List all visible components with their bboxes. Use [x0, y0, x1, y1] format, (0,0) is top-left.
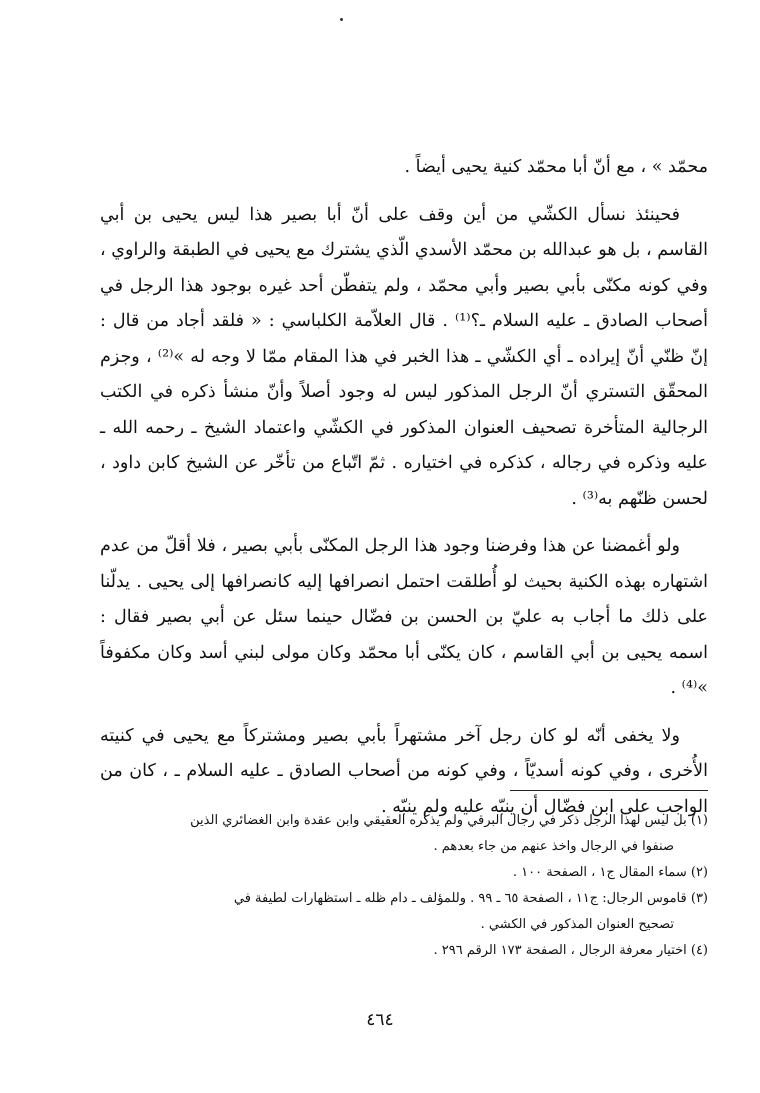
footnote-text: قاموس الرجال: ج١١ ، الصفحة ٦٥ ـ ٩٩ . وللمؤلف ـ دام ظله ـ استظهارات لطيفة في [233, 891, 687, 906]
paragraph-3: ولو أغمضنا عن هذا وفرضنا وجود هذا الرجل المكنّى بأبي بصير ، فلا أقلّ من عدم اشتهاره بهذه الكنية بحيث لو أُطلقت احتمل انصرافها إليه كانصرافها إلى يحيى . يدلّنا على ذلك ما أجاب به عليّ بن الحسن بن فضّال حينما سئل عن أبي بصير فقال : اسمه يحيى بن أبي القاسم ، كان يكنّى أبا محمّد وكان مولى لبني أسد وكان مكفوفاً »⁽⁴⁾ . [100, 536, 708, 698]
top-dot-mark [340, 18, 343, 21]
footnote-3 [100, 886, 708, 938]
paragraph-1: محمّد » ، مع أنّ أبا محمّد كنية يحيى أيضاً . [404, 157, 708, 177]
footnote-continuation: صنفوا في الرجال واخذ عنهم من جاء بعدهم . [433, 839, 674, 854]
footnote-text: سماء المقال ج١ ، الصفحة ١٠٠ . [512, 865, 687, 880]
footnote-1 [100, 808, 708, 860]
footnote-marker: (٤) [690, 943, 708, 958]
footnote-marker: (٢) [690, 865, 708, 880]
footnote-marker: (٣) [690, 891, 708, 906]
page-number: ٤٦٤ [366, 1010, 394, 1030]
footnote-4 [100, 938, 708, 964]
paragraph-2: فحينئذ نسأل الكشّي من أين وقف على أنّ أبا بصير هذا ليس يحيى بن أبي القاسم ، بل هو عبدالله بن محمّد الأسدي الّذي يشترك مع يحيى في الطبقة والراوي ، وفي كونه مكنّى بأبي بصير وأبي محمّد ، ولم يتفطّن أحد غيره بوجود هذا الرجل في أصحاب الصادق ـ عليه السلام ـ؟⁽¹⁾ . قال العلاّمة الكلباسي : « فلقد أجاد من قال : إنّ ظنّي أنّ إيراده ـ أي الكشّي ـ هذا الخبر في هذا المقام ممّا لا وجه له »⁽²⁾ ، وجزم المحقّق التستري أنّ الرجل المذكور ليس له وجود أصلاً وأنّ منشأ ذكره في الكتب الرجالية المتأخرة تصحيف العنوان المذكور في الكشّي واعتماد الشيخ ـ رحمه الله ـ عليه وذكره في رجاله ، كذكره في اختياره . ثمّ اتّباع من تأخّر عن الشيخ كابن داود ، لحسن ظنّهم به⁽³⁾ . [100, 204, 708, 509]
footnote-marker: (١) [690, 813, 708, 828]
footnote-text: بل ليس لهذا الرجل ذكر في رجال البرقي ولم يذكره العقيقي وابن عقدة وابن الغضائري الذين [190, 813, 687, 828]
main-text [100, 150, 708, 837]
footnotes [100, 808, 708, 964]
paragraph-4: ولا يخفى أنّه لو كان رجل آخر مشتهراً بأبي بصير ومشتركاً مع يحيى في كنيته الأُخرى ، وفي كونه أسديّاً ، وفي كونه من أصحاب الصادق ـ عليه السلام ـ ، كان من الواجب على ابن فضّال أن ينبّه عليه ولم ينبّه . [100, 725, 708, 817]
footnote-2 [100, 860, 708, 886]
footnote-continuation: تصحيح العنوان المذكور في الكشي . [480, 917, 674, 932]
footnote-divider [510, 790, 708, 791]
footnote-text: اختيار معرفة الرجال ، الصفحة ١٧٣ الرقم ٢٩٦ . [433, 943, 687, 958]
